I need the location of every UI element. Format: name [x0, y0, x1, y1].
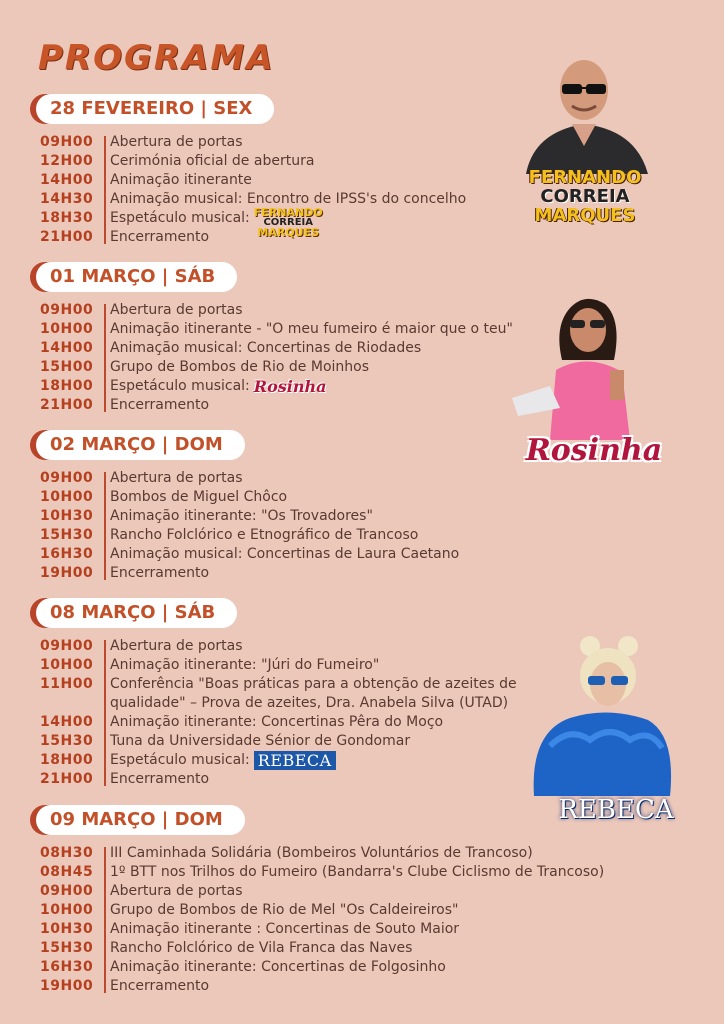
- day-header: 09 MARÇO | DOM: [36, 805, 245, 835]
- event-text: Conferência "Boas práticas para a obtenção de azeites de qualidade" – Prova de azeites, Dra. Anabela Silva (UTAD): [110, 676, 517, 711]
- event-row: [40, 526, 550, 545]
- event-text: Animação itinerante: Concertinas Pêra do Moço: [110, 714, 444, 730]
- event-text: Abertura de portas: [110, 302, 243, 318]
- event-time: 10H00: [40, 902, 94, 918]
- event-time: 08H45: [40, 864, 94, 880]
- event-time: 10H00: [40, 321, 94, 337]
- event-row: [40, 488, 550, 507]
- fernando-correia-marques-logo: FERNANDO CORREIA MARQUES: [253, 206, 323, 239]
- rosinha-caption: Rosinha: [525, 433, 663, 468]
- event-time: 09H00: [40, 470, 94, 486]
- event-row: [40, 171, 550, 190]
- event-text: Encerramento: [110, 229, 210, 245]
- day-header: 01 MARÇO | SÁB: [36, 262, 237, 292]
- event-row: [40, 920, 670, 939]
- event-text: Espetáculo musical:: [110, 752, 250, 768]
- event-text: Rancho Folclórico de Vila Franca das Naves: [110, 940, 413, 956]
- event-list: [40, 637, 550, 789]
- event-text: Animação musical: Concertinas de Riodades: [110, 340, 422, 356]
- event-time: 15H00: [40, 359, 94, 375]
- event-text: Animação itinerante - "O meu fumeiro é maior que o teu": [110, 321, 513, 337]
- event-time: 18H30: [40, 210, 94, 226]
- event-row: [40, 656, 550, 675]
- event-row: [40, 977, 670, 996]
- event-text: Abertura de portas: [110, 134, 243, 150]
- event-list: [40, 133, 550, 247]
- event-text: Abertura de portas: [110, 470, 243, 486]
- event-time: 09H00: [40, 883, 94, 899]
- event-row: [40, 863, 670, 882]
- event-text: Grupo de Bombos de Rio de Mel "Os Caldeireiros": [110, 902, 459, 918]
- event-row: [40, 396, 550, 415]
- event-list: [40, 469, 550, 583]
- event-time: 21H00: [40, 397, 94, 413]
- event-time: 09H00: [40, 638, 94, 654]
- event-time: 15H30: [40, 527, 94, 543]
- event-text: Animação musical: Encontro de IPSS's do concelho: [110, 191, 467, 207]
- event-row: [40, 844, 670, 863]
- day-header: 08 MARÇO | SÁB: [36, 598, 237, 628]
- event-row: [40, 882, 670, 901]
- event-row: [40, 469, 550, 488]
- event-row: [40, 751, 550, 770]
- event-list: [40, 301, 550, 415]
- event-time: 15H30: [40, 940, 94, 956]
- event-row: [40, 958, 670, 977]
- day-section-08-mar: [30, 598, 550, 789]
- event-text: Animação itinerante : Concertinas de Souto Maior: [110, 921, 460, 937]
- event-text: 1º BTT nos Trilhos do Fumeiro (Bandarra's Clube Ciclismo de Trancoso): [110, 864, 605, 880]
- rosinha-logo: Rosinha: [253, 377, 327, 396]
- event-row: [40, 320, 550, 339]
- event-time: 10H30: [40, 508, 94, 524]
- event-row: [40, 339, 550, 358]
- event-time: 21H00: [40, 229, 94, 245]
- event-time: 14H00: [40, 340, 94, 356]
- day-section-09-mar: [30, 805, 670, 996]
- rebeca-logo: REBECA: [254, 751, 336, 770]
- fernando-correia-marques-caption: FERNANDO CORREIA MARQUES: [528, 167, 642, 226]
- event-row: [40, 152, 550, 171]
- event-time: 11H00: [40, 676, 94, 692]
- event-time: 18H00: [40, 378, 94, 394]
- event-time: 10H30: [40, 921, 94, 937]
- event-time: 19H00: [40, 565, 94, 581]
- event-row: [40, 301, 550, 320]
- event-text: III Caminhada Solidária (Bombeiros Voluntários de Trancoso): [110, 845, 533, 861]
- rebeca-photo: [530, 636, 676, 796]
- event-text: Encerramento: [110, 771, 210, 787]
- event-time: 19H00: [40, 978, 94, 994]
- event-text: Animação itinerante: Concertinas de Folgosinho: [110, 959, 446, 975]
- event-text: Encerramento: [110, 565, 210, 581]
- event-time: 08H30: [40, 845, 94, 861]
- event-time: 12H00: [40, 153, 94, 169]
- event-time: 10H00: [40, 489, 94, 505]
- event-time: 21H00: [40, 771, 94, 787]
- event-time: 09H00: [40, 302, 94, 318]
- event-row: [40, 713, 550, 732]
- event-text: Abertura de portas: [110, 883, 243, 899]
- event-row: [40, 545, 550, 564]
- event-time: 16H30: [40, 959, 94, 975]
- rebeca-caption: REBECA: [558, 795, 674, 825]
- day-section-28-fev: [30, 94, 550, 247]
- event-time: 09H00: [40, 134, 94, 150]
- event-row: [40, 507, 550, 526]
- event-text: Animação musical: Concertinas de Laura Caetano: [110, 546, 460, 562]
- event-text: Encerramento: [110, 978, 210, 994]
- event-row: [40, 358, 550, 377]
- event-time: 14H30: [40, 191, 94, 207]
- event-row: [40, 377, 550, 396]
- event-text: Bombos de Miguel Chôco: [110, 489, 288, 505]
- day-header: 28 FEVEREIRO | SEX: [36, 94, 274, 124]
- event-text: Grupo de Bombos de Rio de Moinhos: [110, 359, 370, 375]
- event-text: Animação itinerante: "Júri do Fumeiro": [110, 657, 380, 673]
- page-title: PROGRAMA: [38, 38, 275, 78]
- event-row: [40, 637, 550, 656]
- event-time: 18H00: [40, 752, 94, 768]
- event-time: 14H00: [40, 172, 94, 188]
- event-text: Encerramento: [110, 397, 210, 413]
- event-time: 16H30: [40, 546, 94, 562]
- fernando-correia-marques-photo: [506, 54, 666, 174]
- event-text: Rancho Folclórico e Etnográfico de Trancoso: [110, 527, 419, 543]
- event-text: Espetáculo musical:: [110, 378, 250, 394]
- event-row: [40, 564, 550, 583]
- event-row: [40, 732, 550, 751]
- day-section-02-mar: [30, 430, 550, 583]
- day-header: 02 MARÇO | DOM: [36, 430, 245, 460]
- event-text: Abertura de portas: [110, 638, 243, 654]
- event-text: Espetáculo musical:: [110, 210, 250, 226]
- rosinha-photo: [510, 290, 660, 440]
- event-row: [40, 939, 670, 958]
- event-list: [40, 844, 670, 996]
- event-text: Animação itinerante: "Os Trovadores": [110, 508, 373, 524]
- event-time: 15H30: [40, 733, 94, 749]
- event-row: [40, 901, 670, 920]
- event-time: 10H00: [40, 657, 94, 673]
- day-section-01-mar: [30, 262, 550, 415]
- event-text: Tuna da Universidade Sénior de Gondomar: [110, 733, 411, 749]
- event-row: [40, 133, 550, 152]
- event-text: Cerimónia oficial de abertura: [110, 153, 315, 169]
- event-row: [40, 770, 550, 789]
- event-text: Animação itinerante: [110, 172, 252, 188]
- event-row: [40, 675, 550, 713]
- event-time: 14H00: [40, 714, 94, 730]
